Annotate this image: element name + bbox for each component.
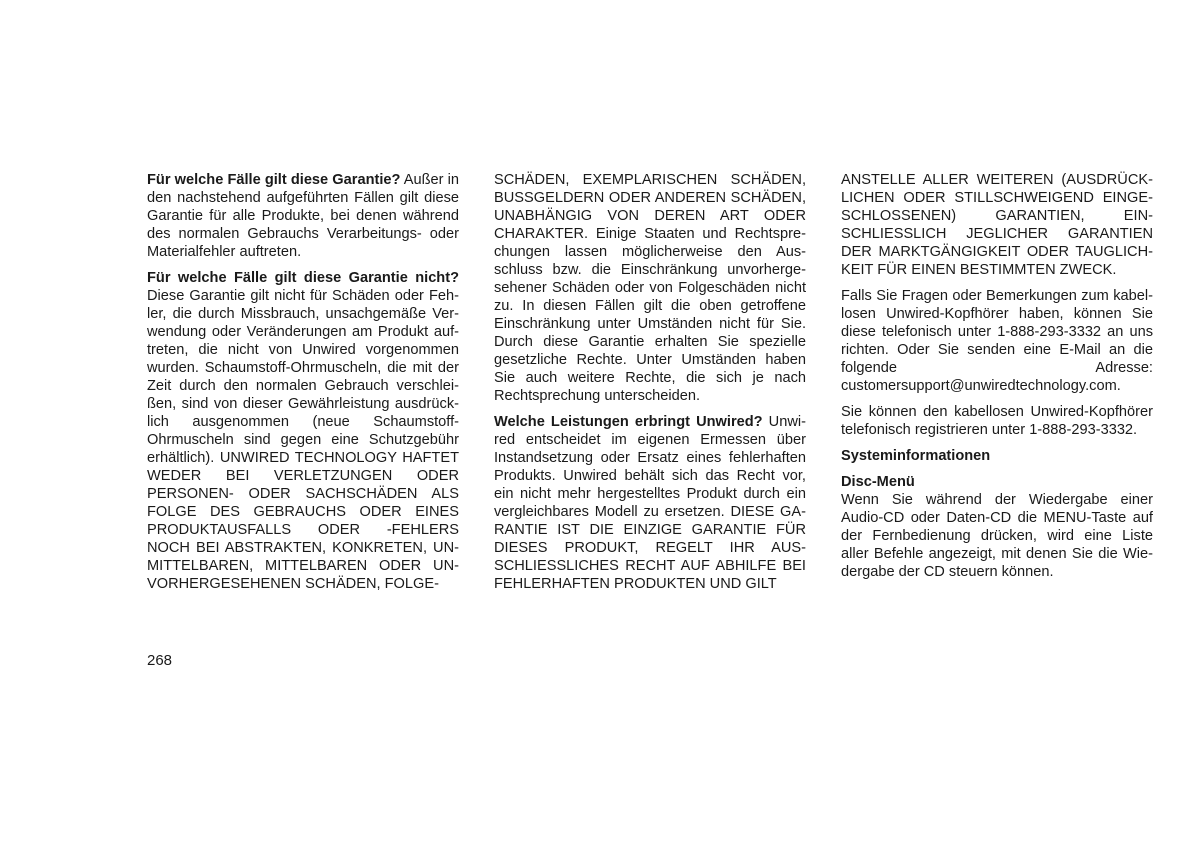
heading-warranty-exclusions: Für welche Fälle gilt diese Garantie nicht?: [147, 270, 459, 286]
paragraph-registration: [841, 403, 1153, 439]
text-disc-menu: Wenn Sie während der Wiedergabe einer Audio-CD oder Daten-CD die MENU-Taste auf der Fernbedienung drücken, wird eine Liste aller Befehle angezeigt, mit denen Sie die Wiedergabe der CD steuern können.: [841, 492, 1153, 580]
heading-unwired-services: Welche Leistungen erbringt Unwired?: [494, 414, 763, 430]
text-contact: Falls Sie Fragen oder Bemerkungen zum kabellosen Unwired-Kopfhörer haben, können Sie diese telefonisch unter 1-888-293-3332 an uns richten. Oder Sie senden eine E-Mail an die folgende Adresse: customersupport@unwiredtechnology.com.: [841, 288, 1153, 394]
paragraph-damages-continued: [494, 171, 806, 405]
paragraph-disc-menu: [841, 491, 1153, 581]
heading-disc-menu: [841, 473, 1153, 491]
paragraph-warranty-exclusions: [147, 269, 459, 593]
text-warranty-exclusions: Diese Garantie gilt nicht für Schäden oder Fehler, die durch Missbrauch, unsachgemäße Verwendung oder Veränderungen am Produkt auftreten, die nicht von Unwired vorgenommen wurden. Schaumstoff-Ohrmuscheln, die mit der Zeit durch den normalen Gebrauch verschleißen, sind von dieser Gewährleistung ausdrücklich ausgenommen (neue Schaumstoff-Ohrmuscheln sind gegen eine Schutzgebühr erhältlich). UNWIRED TECHNOLOGY HAFTET WEDER BEI VERLETZUNGEN ODER PERSONEN- ODER SACHSCHÄDEN ALS FOLGE DES GEBRAUCHS ODER EINES PRODUKTAUSFALLS ODER -FEHLERS NOCH BEI ABSTRAKTEN, KONKRETEN, UNMITTELBAREN, MITTELBAREN ODER UNVORHERGESEHENEN SCHÄDEN, FOLGE-: [147, 288, 459, 592]
paragraph-warranty-continued: [841, 171, 1153, 279]
text-registration: Sie können den kabellosen Unwired-Kopfhörer telefonisch registrieren unter 1-888-293-3332.: [841, 404, 1153, 438]
text-column-right: [841, 171, 1153, 589]
page-number: 268: [147, 652, 173, 669]
paragraph-warranty-cases: [147, 171, 459, 261]
heading-disc-menu-text: Disc-Menü: [841, 474, 915, 490]
paragraph-contact: [841, 287, 1153, 395]
heading-system-information: [841, 447, 1153, 465]
text-warranty-cases: Außer in den nachstehend aufgeführten Fällen gilt diese Garantie für alle Produkte, bei denen während des normalen Gebrauchs Verarbeitungs- oder Materialfehler auftreten.: [147, 172, 459, 260]
text-column-left: [147, 171, 459, 601]
heading-warranty-cases: Für welche Fälle gilt diese Garantie?: [147, 172, 401, 188]
paragraph-unwired-services: [494, 413, 806, 593]
text-unwired-services: Unwired entscheidet im eigenen Ermessen über Instandsetzung oder Ersatz eines fehlerhaften Produkts. Unwired behält sich das Recht vor, ein nicht mehr hergestelltes Produkt durch ein vergleichbares Modell zu ersetzen. DIESE GARANTIE IST DIE EINZIGE GARANTIE FÜR DIESES PRODUKT, REGELT IHR AUSSCHLIESSLICHES RECHT AUF ABHILFE BEI FEHLERHAFTEN PRODUKTEN UND GILT: [494, 414, 806, 592]
text-warranty-continued: ANSTELLE ALLER WEITEREN (AUSDRÜCKLICHEN ODER STILLSCHWEIGEND EINGESCHLOSSENEN) GARANTIEN, EINSCHLIESSLICH JEGLICHER GARANTIEN DER MARKTGÄNGIGKEIT ODER TAUGLICHKEIT FÜR EINEN BESTIMMTEN ZWECK.: [841, 172, 1153, 278]
text-column-middle: [494, 171, 806, 601]
heading-system-information-text: Systeminformationen: [841, 448, 991, 464]
text-damages-continued: SCHÄDEN, EXEMPLARISCHEN SCHÄDEN, BUSSGELDERN ODER ANDEREN SCHÄDEN, UNABHÄNGIG VON DEREN ART ODER CHARAKTER. Einige Staaten und Rechtsprechungen lassen möglicherweise den Ausschluss bzw. die Einschränkung unvorhergesehener Schäden oder von Folgeschäden nicht zu. In diesen Fällen gilt die oben getroffene Einschränkung unter Umständen nicht für Sie. Durch diese Garantie erhalten Sie spezielle gesetzliche Rechte. Unter Umständen haben Sie auch weitere Rechte, die sich je nach Rechtsprechung unterscheiden.: [494, 172, 806, 404]
